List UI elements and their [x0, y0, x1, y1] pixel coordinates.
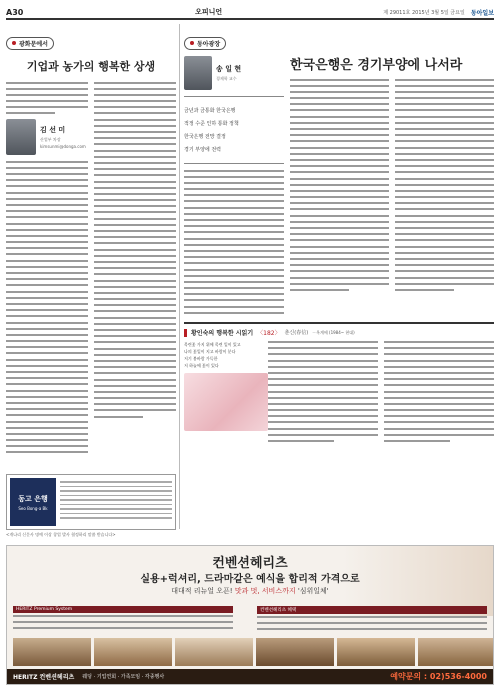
page-header [6, 6, 494, 20]
page-number: A30 [6, 7, 24, 17]
ad-brand: 컨벤션헤리츠 [212, 556, 288, 571]
ad-footer [7, 669, 493, 684]
ad-slogan: 실용+럭셔리, 드라마같은 예식을 합리적 가격으로 [140, 574, 360, 585]
bullet-icon [190, 41, 194, 45]
poem-source: －옥계에 (1984~ 현대) [312, 329, 355, 335]
feature-number: 〈182〉 [257, 330, 281, 337]
article-sidebar [184, 56, 284, 319]
sidebar-summary [184, 96, 284, 164]
author-name: 김 선 미 [40, 125, 66, 134]
issue-info: 제 29011호 2015년 3월 5일 금요일 [383, 9, 465, 16]
author-title: 경제학 교수 [216, 75, 237, 81]
column-tag: 광화문에서 [6, 37, 54, 50]
article-headline: 한국은행은 경기부양에 나서라 [290, 57, 463, 73]
bullet-icon [12, 41, 16, 45]
author-title: 산업부 차장 [40, 136, 61, 142]
article-body-left [6, 82, 88, 462]
sidebar-item: 금년과 금통화 한국은행 [184, 107, 236, 114]
column-article-1 [6, 30, 176, 500]
sidebar-item: 적정 수준 인하 통화 정책 [184, 120, 239, 127]
bank-ad [6, 474, 176, 530]
bank-ad-note: <개나리 신문사 명예 이상 창업 발사 협정하리 말씀 받습니다> [6, 532, 116, 537]
ad-premium-list [13, 606, 233, 634]
ad-footer-services: 웨딩 · 기업연회 · 가족모임 · 각종행사 [82, 674, 165, 680]
ad-subtitle: 대대적 리뉴얼 오픈! 맛과 멋, 서비스까지 '심위일체' [171, 587, 329, 595]
feature-illustration [184, 373, 268, 431]
article-headline: 기업과 농가의 행복한 상생 [26, 59, 156, 73]
column-article-2 [184, 30, 494, 320]
venue-photo [94, 638, 172, 666]
bank-logo: 동고 은행 Seo Bong-a Bk [10, 478, 56, 526]
author-photo [6, 119, 36, 155]
poem-text: 목련꽃 가지 위에 목련 잎이 있고 나의 꽃잎이 지고 바람이 분다 저기 봄바람 가득한 저 하늘에 꽃이 있다 [184, 341, 262, 451]
venue-photo [256, 638, 334, 666]
feature-body-right [384, 341, 494, 451]
sidebar-item: 한국은행 전망 결정 [184, 133, 226, 140]
ad-photo-strip [13, 638, 494, 666]
ad-footer-logo: HERITZ 컨벤션헤리츠 [13, 674, 75, 681]
benefits-title: 컨벤션헤리츠 혜택 [257, 606, 487, 614]
venue-photo [13, 638, 91, 666]
section-title: 오피니언 [195, 8, 223, 16]
author-name: 송 일 현 [216, 64, 242, 73]
sidebar-item: 경기 부양에 전력 [184, 146, 221, 153]
poem-title: 춘신(春信) [284, 330, 309, 336]
article-body-right [94, 82, 176, 462]
feature-body-left [268, 341, 378, 451]
column-divider [179, 24, 180, 529]
ad-phone: 예약문의 : 02)536-4000 [390, 672, 487, 681]
author-photo [184, 56, 212, 90]
feature-marker-icon [184, 329, 187, 337]
column-tag: 동아광장 [184, 37, 226, 50]
article-body-right [395, 79, 494, 309]
author-box [6, 119, 88, 155]
convention-ad [6, 545, 494, 685]
ad-benefits-list [257, 606, 487, 634]
paper-name: 동아일보 [470, 9, 494, 17]
article-body-left [290, 79, 389, 309]
feature-title: 황인숙의 행복한 시읽기 [191, 330, 254, 337]
venue-photo [175, 638, 253, 666]
venue-photo [337, 638, 415, 666]
premium-title: HERITZ Premium System [13, 606, 233, 613]
author-email: kimsunmi@donga.com [40, 143, 86, 149]
venue-photo [418, 638, 494, 666]
poem-feature [184, 322, 494, 462]
bank-ad-info [60, 478, 172, 526]
